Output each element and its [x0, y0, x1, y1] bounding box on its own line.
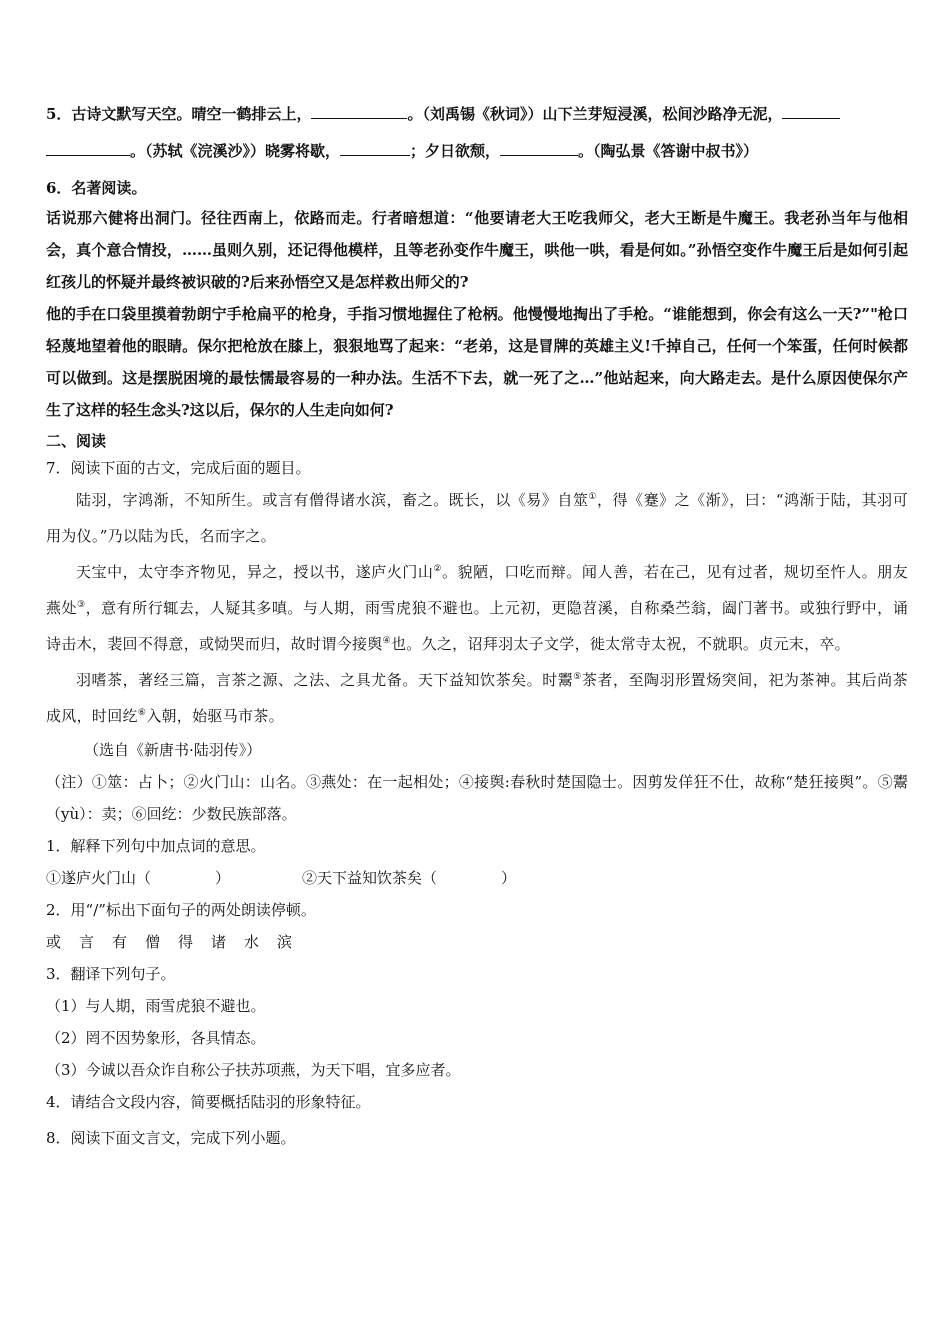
question-6-title: 6．名著阅读。 — [46, 179, 147, 197]
q6-passage-journey-west: 话说那六健将出洞门。径往西南上，依路而走。行者暗想道：“他要请老大王吃我师父，老大王断是牛魔王。我老孙当年与他相会，真个意合情投，……虽则久别，还记得他模样，且等老孙变作牛魔王，哄他一哄，看是何如。”孙悟空变作牛魔王后是如何引起红孩儿的怀疑并最终被识破的?后来孙悟空又是怎样救出师父的? — [46, 209, 908, 291]
char[interactable]: 滨 — [277, 933, 293, 951]
q5-text: 。（刘禹锡《秋词》）山下兰芽短浸溪，松间沙路净无泥， — [407, 105, 783, 123]
question-7-title: 7．阅读下面的古文，完成后面的题目。 — [46, 459, 311, 477]
footnote-marker: ② — [433, 564, 443, 574]
q5-text: 5．古诗文默写天空。晴空一鹤排云上， — [46, 105, 312, 123]
q6-passage-steel: 他的手在口袋里摸着勃朗宁手枪扁平的枪身，手指习惯地握住了枪柄。他慢慢地掏出了手枪。“谁能想到，你会有这么一天?”"枪口轻蔑地望着他的眼睛。保尔把枪放在膝上，狠狠地骂了起来：“老弟，这是冒牌的英雄主义!千掉自己，任何一个笨蛋，任何时候都可以做到。这是摆脱困境的最怯懦最容易的一种办法。生活不下去，就一死了之…”他站起来，向大路走去。是什么原因使保尔产生了这样的轻生念头?这以后，保尔的人生走向如何? — [46, 305, 908, 419]
char[interactable]: 诸 — [211, 933, 227, 951]
sub-question-3: 3．翻译下列句子。 — [46, 965, 176, 983]
source-citation: （选自《新唐书·陆羽传》） — [84, 741, 262, 759]
section-heading: 二、阅读 — [46, 432, 107, 450]
char[interactable]: 得 — [178, 933, 194, 951]
sub-question-4: 4．请结合文段内容，简要概括陆羽的形象特征。 — [46, 1093, 371, 1111]
char[interactable]: 或 — [46, 933, 62, 951]
char[interactable]: 有 — [112, 933, 128, 951]
answer-blank[interactable] — [782, 104, 840, 119]
question-5 — [46, 96, 908, 170]
ancient-text-paragraph: 天宝中，太守李齐物见，异之，授以书，遂庐火门山②。貌陋，口吃而辩。闻人善，若在己，见有过者，规切至忤人。朋友燕处③，意有所行辄去，人疑其多嗔。与人期，雨雪虎狼不避也。上元初，更隐苕溪，自称桑苎翁，阖门著书。或独行野中，诵诗击木，裴回不得意，或恸哭而归，故时谓今接舆④也。久之，诏拜羽太子文学，徙太常寺太祝，不就职。贞元末，卒。 — [46, 563, 908, 653]
footnote-marker: ⑤ — [573, 672, 582, 682]
answer-blank[interactable] — [340, 141, 410, 156]
pause-mark-sentence[interactable] — [46, 926, 908, 958]
footnotes: （注）①筮：占卜；②火门山：山名。③燕处：在一起相处；④接舆:春秋时楚国隐士。因剪发佯狂不仕，故称“楚狂接舆”。⑤鬻（yù）：卖；⑥回纥：少数民族部落。 — [46, 773, 908, 823]
q5-text: 。（苏轼《浣溪沙》）晓雾将歇， — [130, 142, 341, 160]
answer-blank[interactable] — [311, 104, 407, 119]
answer-blank[interactable] — [46, 141, 130, 156]
q5-text: ；夕日欲颓， — [410, 142, 501, 160]
footnote-marker: ③ — [77, 600, 86, 610]
answer-blank[interactable] — [500, 141, 578, 156]
char[interactable]: 言 — [79, 933, 95, 951]
footnote-marker: ④ — [382, 636, 391, 646]
sub-question-1: 1．解释下列句中加点词的意思。 — [46, 837, 266, 855]
question-8-title: 8．阅读下面文言文，完成下列小题。 — [46, 1129, 296, 1147]
sub-question-2: 2．用“/”标出下面句子的两处朗读停顿。 — [46, 901, 316, 919]
translate-item-1: （1）与人期，雨雪虎狼不避也。 — [46, 997, 266, 1015]
translate-item-2: （2）罔不因势象形，各具情态。 — [46, 1029, 266, 1047]
footnote-marker: ⑥ — [137, 708, 147, 718]
ancient-text-paragraph: 陆羽，字鸿渐，不知所生。或言有僧得诸水滨，畜之。既长，以《易》自筮①，得《蹇》之《渐》，曰：“鸿渐于陆，其羽可用为仪。”乃以陆为氏，名而字之。 — [46, 491, 909, 545]
sub-question-1-items: ①遂庐火门山（ ） ②天下益知饮茶矣（ ） — [46, 869, 517, 887]
ancient-text-paragraph: 羽嗜茶，著经三篇，言茶之源、之法、之具尤备。天下益知饮茶矣。时鬻⑤茶者，至陶羽形置炀突间，祀为茶神。其后尚茶成风，时回纥⑥入朝，始驱马市茶。 — [46, 671, 908, 725]
char[interactable]: 水 — [244, 933, 260, 951]
q5-text: 。（陶弘景《答谢中叔书》） — [578, 142, 759, 160]
translate-item-3: （3）今诚以吾众诈自称公子扶苏项燕，为天下唱，宜多应者。 — [46, 1061, 461, 1079]
document-page — [46, 96, 908, 1154]
footnote-marker: ① — [588, 492, 597, 502]
char[interactable]: 僧 — [145, 933, 161, 951]
